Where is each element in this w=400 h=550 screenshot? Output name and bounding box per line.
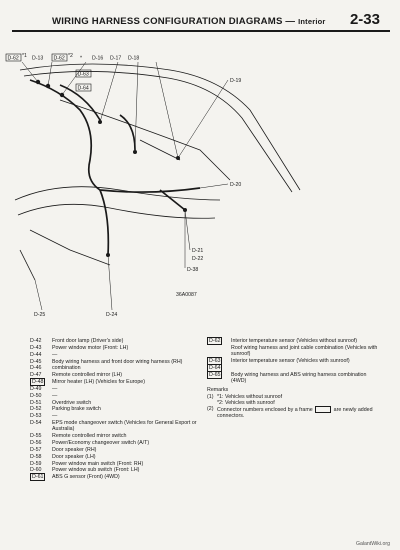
legend-row <box>207 345 383 358</box>
legend-right-column <box>207 338 383 420</box>
leader <box>185 210 190 250</box>
legend-row <box>30 420 208 433</box>
legend-row <box>30 338 208 344</box>
headliner-line <box>24 71 292 192</box>
rear-pillar <box>60 100 230 180</box>
footer-watermark: GalantWiki.org <box>355 541 390 547</box>
leader <box>35 280 42 310</box>
remarks <box>207 387 383 419</box>
legend-row <box>207 365 383 371</box>
label-d64: D-64 <box>77 85 89 92</box>
connector-description: — <box>52 413 58 420</box>
legend-row <box>30 447 208 453</box>
connector-code-text: D-58 <box>30 453 42 460</box>
remark-text: *1: Vehicles without sunroof <box>217 393 283 400</box>
leader <box>108 255 112 310</box>
connector-code-text: D-47 <box>30 372 42 379</box>
label-d20: D-20 <box>230 182 242 188</box>
roof-line <box>20 64 300 190</box>
connector-description: — <box>52 351 58 358</box>
connector-code <box>30 379 52 385</box>
legend-row <box>30 454 208 460</box>
harness <box>30 80 200 255</box>
connector-legend <box>20 338 390 538</box>
connector-code-text: D-60 <box>30 467 42 474</box>
label-d24: D-24 <box>106 312 118 318</box>
connector-description: Power window motor (Front: LH) <box>52 344 129 351</box>
label-d63: D-63 <box>77 71 89 78</box>
legend-row <box>207 338 383 344</box>
page-number: 2-33 <box>349 11 380 28</box>
connector-code-text: D-63 <box>209 357 221 364</box>
remark-num: (2) <box>207 406 214 413</box>
label-star2: *2 <box>68 53 73 59</box>
label-star: * <box>80 55 83 62</box>
connector-code <box>30 433 52 439</box>
connectors <box>36 80 187 257</box>
connector-code-text: D-56 <box>30 440 42 447</box>
legend-row <box>30 365 208 371</box>
harness-branch-floor <box>100 190 108 255</box>
remarks-title: Remarks <box>207 387 229 394</box>
connector-code <box>30 461 52 467</box>
legend-row <box>30 345 208 351</box>
connector-code-text: D-42 <box>30 338 42 344</box>
vehicle-outline <box>15 64 300 280</box>
connector-code <box>30 406 52 412</box>
connector-code-text: D-43 <box>30 344 42 351</box>
label-d21: D-21 <box>192 248 204 254</box>
connector-code <box>30 413 52 419</box>
connector-description: Power/Economy changeover switch (A/T) <box>52 440 150 447</box>
sill-line <box>30 230 110 265</box>
connector-code-text: D-44 <box>30 351 42 358</box>
remark-text <box>217 406 383 420</box>
title-text: WIRING HARNESS CONFIGURATION DIAGRAMS <box>52 16 283 27</box>
connector-code-text: D-46 <box>30 365 42 372</box>
leader <box>178 80 228 158</box>
connector-code-text: D-52 <box>30 406 42 413</box>
connector-description: Body wiring harness and ABS wiring harness combination (4WD) <box>231 371 367 384</box>
connector-code <box>30 365 52 371</box>
connector-description: Overdrive switch <box>52 399 92 406</box>
legend-row <box>30 372 208 378</box>
connector-description: — <box>52 385 58 392</box>
connector-code-text: D-45 <box>30 358 42 365</box>
connector-code-text: D-57 <box>30 446 42 453</box>
connector-description: Mirror heater (LH) (Vehicles for Europe) <box>52 379 146 386</box>
seat-back <box>140 140 180 160</box>
connector-description: Interior temperature sensor (Vehicles without sunroof) <box>231 338 358 344</box>
connector-description: Door speaker (RH) <box>52 446 97 453</box>
connector-code-text: D-48 <box>32 379 44 386</box>
connector-code-text: D-65 <box>209 371 221 378</box>
connector-code <box>207 338 231 344</box>
legend-row <box>30 474 208 480</box>
connector-code-text: D-59 <box>30 460 42 467</box>
frame-sample <box>315 406 331 413</box>
connector-code <box>30 345 52 351</box>
connector-code <box>30 454 52 460</box>
legend-right-rows <box>207 338 383 384</box>
label-d19: D-19 <box>230 78 242 84</box>
label-d38: D-38 <box>187 267 199 273</box>
leader <box>48 62 52 86</box>
label-d16: D-16 <box>92 55 104 62</box>
connector-code <box>30 386 52 392</box>
connector-description: Front door lamp (Driver's side) <box>52 338 124 344</box>
label-d25: D-25 <box>34 312 46 318</box>
connector-code <box>30 352 52 358</box>
connector-description: Parking brake switch <box>52 406 101 413</box>
legend-row <box>30 352 208 358</box>
connector-description: Remote controlled mirror switch <box>52 433 127 440</box>
wiring-diagram <box>0 40 400 325</box>
legend-row <box>30 440 208 446</box>
figure-id: 36A0087 <box>176 292 197 298</box>
connector-code <box>30 447 52 453</box>
title-dash: — <box>285 16 296 27</box>
connector-description: combination <box>52 365 81 372</box>
connector-code-text: D-53 <box>30 413 42 420</box>
legend-row <box>207 372 383 385</box>
connector-description: Power window main switch (Front: RH) <box>52 460 144 467</box>
harness-main <box>30 80 200 192</box>
connector-code <box>30 474 52 480</box>
connector-code-text: D-62 <box>209 338 221 344</box>
diagram-labels <box>6 53 241 318</box>
legend-row <box>30 386 208 392</box>
leader <box>22 62 38 82</box>
connector-code <box>207 372 231 378</box>
page-header <box>0 0 400 40</box>
legend-row <box>30 413 208 419</box>
harness-branch-rear <box>160 190 185 210</box>
header-rule <box>12 30 390 32</box>
label-d13: D-13 <box>32 55 44 62</box>
connector-code-text: D-51 <box>30 399 42 406</box>
leader <box>135 62 138 152</box>
connector-code-text: D-50 <box>30 392 42 399</box>
legend-row <box>207 358 383 364</box>
connector-code-text: D-54 <box>30 420 42 427</box>
connector-code <box>30 359 52 365</box>
legend-row <box>30 406 208 412</box>
connector-code-text: D-49 <box>30 385 42 392</box>
connector-description: Body wiring harness and front door wiring harness (RH) <box>52 358 183 365</box>
label-d18: D-18 <box>128 55 140 62</box>
legend-row <box>30 433 208 439</box>
connector-code <box>30 338 52 344</box>
front-pillar <box>20 250 35 280</box>
page-title <box>52 16 326 27</box>
connector-code-text: D-61 <box>32 474 44 481</box>
legend-row <box>30 393 208 399</box>
legend-row <box>30 400 208 406</box>
leader <box>200 184 228 188</box>
connector-code-text: D-64 <box>209 364 221 371</box>
title-subtitle: Interior <box>298 17 326 26</box>
label-d62-b: D-62 <box>53 55 65 62</box>
leader <box>156 62 178 158</box>
connector-code <box>30 420 52 426</box>
legend-left-column <box>30 338 208 481</box>
leader <box>100 62 118 122</box>
legend-row <box>30 467 208 473</box>
legend-row <box>30 461 208 467</box>
connector-code-text: D-55 <box>30 433 42 440</box>
remark-row <box>207 406 383 420</box>
label-star1: *1 <box>22 53 27 59</box>
connector-description: ABS G sensor (Front) (4WD) <box>52 474 120 481</box>
connector-description: — <box>52 392 58 399</box>
remark-num: (1) <box>207 393 214 400</box>
remark-text: *2: Vehicles with sunroof <box>217 399 275 406</box>
remark-text-before: Connector numbers enclosed by a frame <box>217 407 313 414</box>
connector-description: Remote controlled mirror (LH) <box>52 372 123 379</box>
connector-description: Door speaker (LH) <box>52 453 96 460</box>
connector-description: Roof wiring harness and joint cable combination (Vehicles with sunroof) <box>231 344 378 358</box>
label-d22: D-22 <box>192 256 204 262</box>
connector-code <box>30 440 52 446</box>
legend-row <box>30 359 208 365</box>
label-d62-a: D-62 <box>7 55 19 62</box>
harness-branch-pillar <box>120 115 135 150</box>
legend-row <box>30 379 208 385</box>
remark-text-after: are newly added connectors. <box>217 407 373 420</box>
connector-description: EPS mode changeover switch (Vehicles for General Export or Australia) <box>52 420 197 433</box>
connector-description: Interior temperature sensor (Vehicles with sunroof) <box>231 357 350 364</box>
label-d17: D-17 <box>110 55 122 62</box>
connector-code <box>30 400 52 406</box>
connector-code <box>30 393 52 399</box>
connector-description: Power window sub switch (Front: LH) <box>52 467 140 474</box>
